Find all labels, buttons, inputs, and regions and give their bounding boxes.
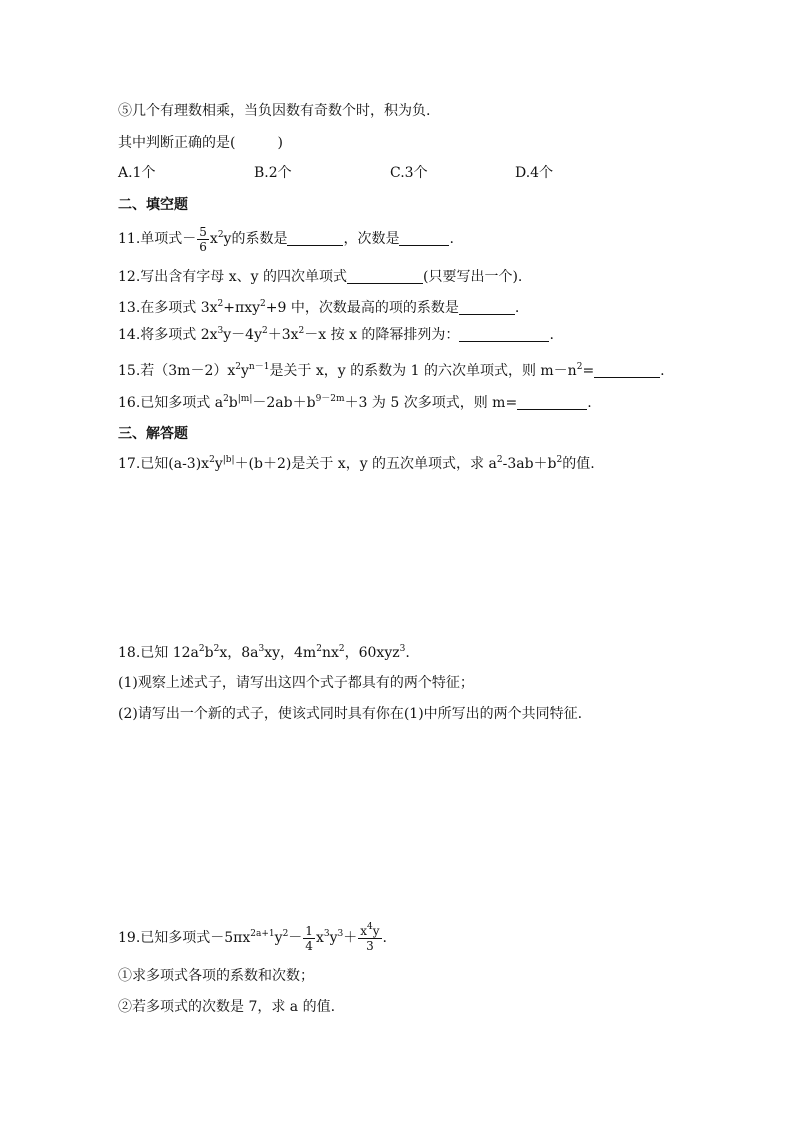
q16-d: ＋3 为 5 次多项式，则 m= <box>344 395 518 411</box>
question-19-part-2: ②若多项式的次数是 7，求 a 的值. <box>118 999 336 1015</box>
q15-c: 是关于 x，y 的系数为 1 的六次单项式，则 m－n <box>269 363 577 379</box>
frac1-num: 1 <box>305 923 313 938</box>
question-19 <box>118 922 387 954</box>
question-18-part-2: (2)请写出一个新的式子，使该式同时具有你在(1)中所写出的两个共同特征. <box>118 706 583 722</box>
q18-b: b <box>204 645 214 661</box>
q18-f: nx <box>321 645 339 661</box>
answer-blank-q16[interactable] <box>517 395 587 410</box>
question-11 <box>118 224 454 254</box>
q16-a: 16.已知多项式 a <box>118 395 224 411</box>
q15-end: . <box>660 363 665 379</box>
q14-b: y－4y <box>223 327 262 343</box>
question-13 <box>118 299 519 317</box>
q11-var: x <box>209 231 218 247</box>
q18-d: xy，4m <box>264 645 317 661</box>
q14-e2: 2 <box>262 326 268 336</box>
question-prompt: 其中判断正确的是( ) <box>118 135 283 151</box>
q18-e1: 2 <box>198 644 205 654</box>
frac2-num-exp: 4 <box>367 921 373 932</box>
option-a[interactable]: A.1个 <box>118 165 156 181</box>
q14-a: 14.将多项式 2x <box>118 327 218 343</box>
frac2-den: 3 <box>366 938 374 953</box>
q17-a: 17.已知(a-3)x <box>118 456 210 472</box>
q18-c: x，8a <box>219 645 259 661</box>
option-b[interactable]: B.2个 <box>254 165 292 181</box>
answer-blank-coefficient[interactable] <box>287 231 343 246</box>
question-18 <box>118 644 410 662</box>
question-15 <box>118 362 665 380</box>
q17-e3: 2 <box>496 455 503 465</box>
q15-b: y <box>240 363 249 379</box>
q11-tail: y的系数是 <box>223 231 288 247</box>
section-heading-solve: 三、解答题 <box>118 426 188 442</box>
frac-num: 5 <box>199 224 207 239</box>
q13-c: +9 中，次数最高的项的系数是 <box>265 300 459 316</box>
q16-e1: 2 <box>223 394 229 404</box>
answer-blank-q14[interactable] <box>459 327 549 342</box>
q14-end: . <box>549 327 554 343</box>
q19-e2: 2 <box>282 929 289 939</box>
frac2-num <box>358 921 381 939</box>
q16-c: －2ab＋b <box>252 395 316 411</box>
question-17 <box>118 455 595 473</box>
q13-b: +πxy <box>223 300 261 316</box>
q19-f: ＋ <box>343 930 358 946</box>
q17-end: 的值. <box>562 456 595 472</box>
question-12 <box>118 268 522 286</box>
q19-d: x <box>315 930 324 946</box>
frac1-den: 4 <box>305 938 313 953</box>
q11-exp: 2 <box>217 230 224 240</box>
q15-a: 15.若（3m－2）x <box>118 363 236 379</box>
frac2-num-y: y <box>372 923 380 938</box>
q19-e3: 3 <box>323 929 330 939</box>
q19-end: . <box>382 930 387 946</box>
q18-g: ，60xyz <box>344 645 400 661</box>
q18-e5: 2 <box>338 644 345 654</box>
answer-blank-degree[interactable] <box>399 231 449 246</box>
q12-text: 12.写出含有字母 x、y 的四次单项式 <box>118 269 347 285</box>
q18-e3: 3 <box>258 644 265 654</box>
q13-e2: 2 <box>260 299 266 309</box>
q18-e2: 2 <box>213 644 220 654</box>
q13-end: . <box>514 300 520 316</box>
section-heading-fill-in: 二、填空题 <box>118 197 188 213</box>
q19-e4: 3 <box>337 929 344 939</box>
q18-end: . <box>405 645 410 661</box>
q18-e4: 2 <box>316 644 322 654</box>
q13-a: 13.在多项式 3x <box>118 300 218 316</box>
q14-c: ＋3x <box>267 327 299 343</box>
q16-end: . <box>587 395 592 411</box>
question-18-part-1: (1)观察上述式子，请写出这四个式子都具有的两个特征； <box>118 675 474 691</box>
option-c[interactable]: C.3个 <box>390 165 428 181</box>
question-item-5: ⑤几个有理数相乘，当负因数有奇数个时，积为负. <box>118 103 431 119</box>
answer-blank-q15[interactable] <box>594 363 660 378</box>
frac2-num-x: x <box>360 923 368 938</box>
q18-e6: 3 <box>399 644 406 654</box>
q19-b: y <box>274 930 283 946</box>
q16-e3: 9－2m <box>315 394 345 404</box>
q11-end: . <box>449 231 454 247</box>
q14-d: －x 按 x 的降幂排列为： <box>304 327 460 343</box>
q17-b: y <box>214 456 223 472</box>
q11-mid: ，次数是 <box>343 231 400 247</box>
q15-e1: 2 <box>235 362 241 372</box>
q14-e1: 3 <box>217 326 224 336</box>
q12-tail: (只要写出一个). <box>422 269 523 285</box>
q17-c: ＋(b＋2)是关于 x，y 的五次单项式，求 a <box>234 456 497 472</box>
q18-a: 18.已知 12a <box>118 645 199 661</box>
fraction-x4y-3 <box>358 921 381 953</box>
frac-den: 6 <box>199 239 207 254</box>
question-14 <box>118 326 554 344</box>
answer-options <box>118 164 618 182</box>
q19-c: － <box>288 930 303 946</box>
q19-e: y <box>329 930 338 946</box>
fraction-1-4 <box>303 924 315 953</box>
answer-blank-q13[interactable] <box>459 300 515 315</box>
question-16 <box>118 394 592 412</box>
q14-e3: 2 <box>298 326 305 336</box>
q17-d: -3ab＋b <box>502 456 557 472</box>
q16-b: b <box>228 395 238 411</box>
q15-e2: n－1 <box>248 362 270 372</box>
q13-e1: 2 <box>217 299 224 309</box>
fraction-5-6 <box>197 225 209 254</box>
q17-e4: 2 <box>556 455 563 465</box>
q19-e1: 2a+1 <box>250 929 275 939</box>
question-19-part-1: ①求多项式各项的系数和次数； <box>118 968 314 984</box>
q17-e2: |b| <box>222 455 235 465</box>
q17-e1: 2 <box>209 455 215 465</box>
q15-d: = <box>582 363 595 379</box>
answer-blank-q12[interactable] <box>347 269 423 284</box>
q11-prefix: 11.单项式－ <box>118 231 197 247</box>
option-d[interactable]: D.4个 <box>515 165 554 181</box>
q15-e3: 2 <box>576 362 583 372</box>
q19-a: 19.已知多项式－5πx <box>118 930 251 946</box>
q16-e2: |m| <box>237 394 253 404</box>
